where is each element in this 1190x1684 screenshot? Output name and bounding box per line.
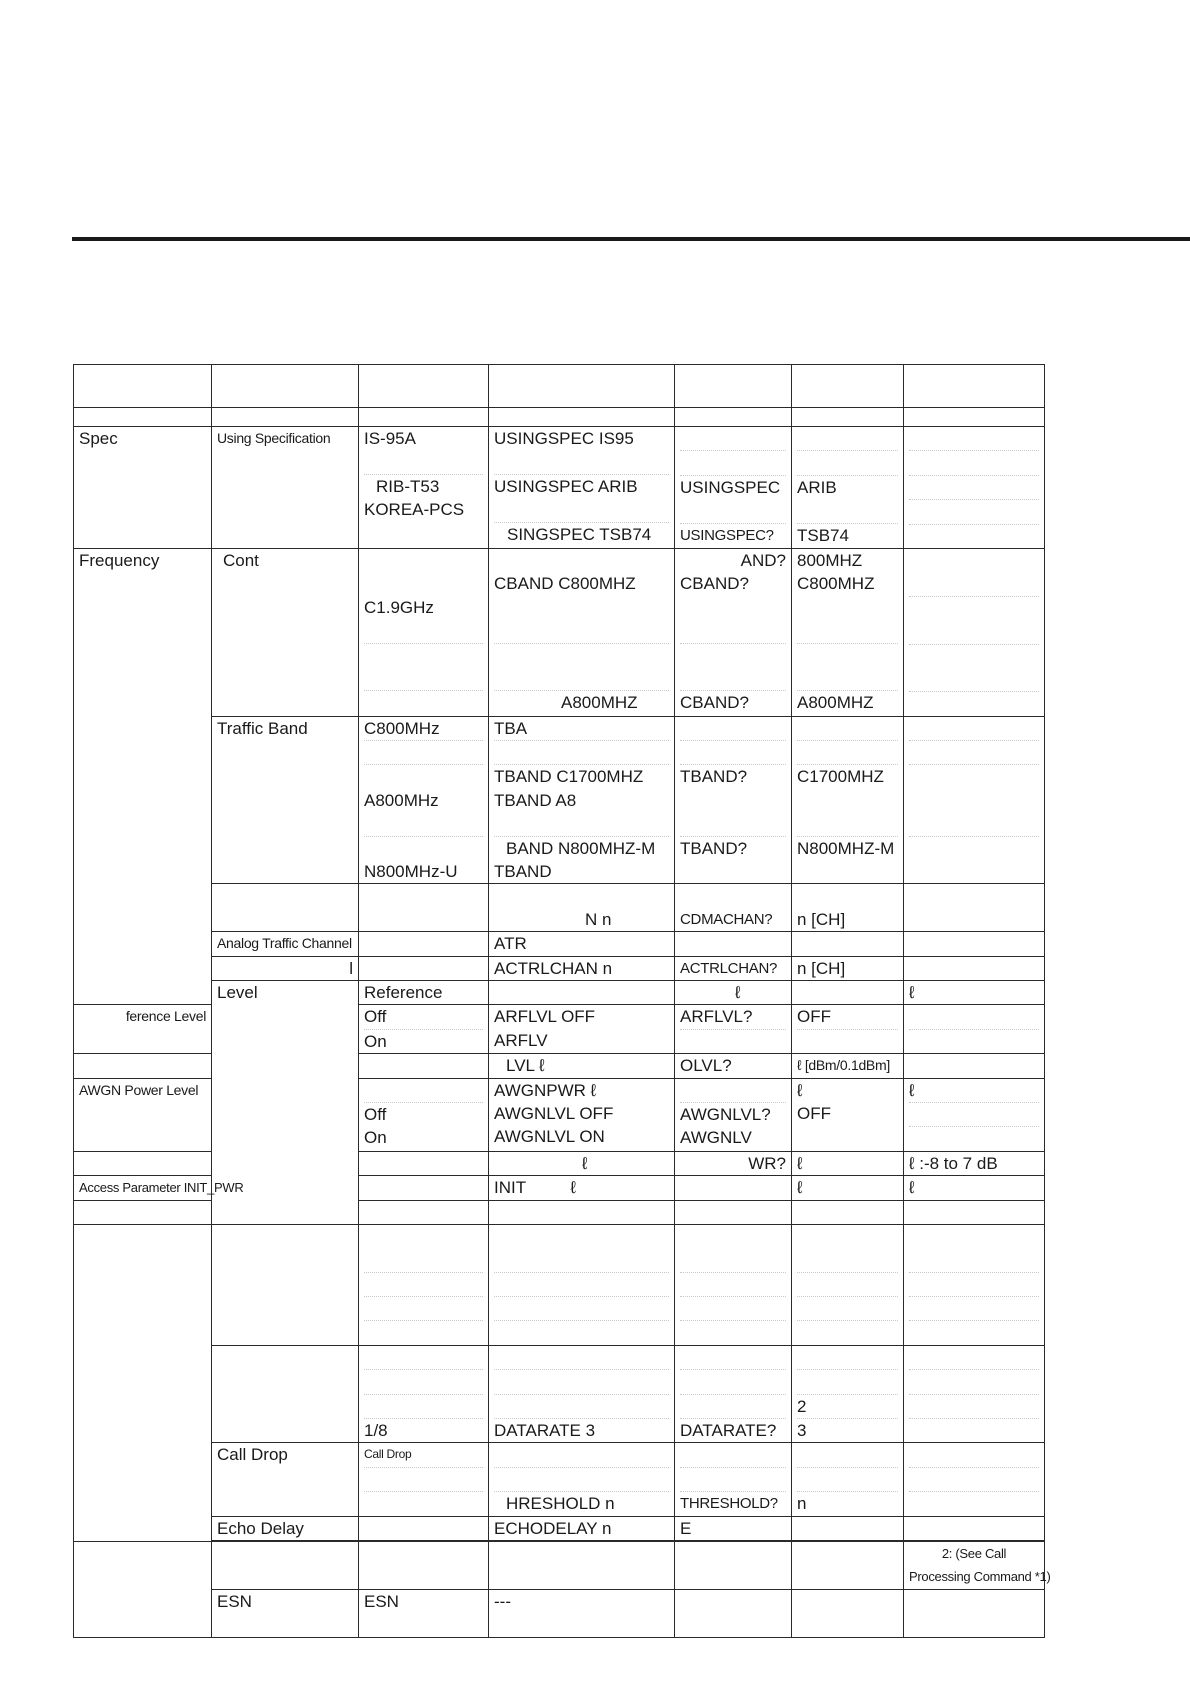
command-cell: ACTRLCHAN n <box>494 958 613 978</box>
response-cell: TSB74 <box>797 525 849 545</box>
query-cell: AWGNLV <box>680 1128 752 1148</box>
query-cell: CBAND? <box>680 574 749 594</box>
query-cell: WR? <box>748 1153 786 1173</box>
value-cell: Call Drop <box>364 1443 483 1467</box>
table-row <box>74 1516 1045 1540</box>
response-cell: ℓ <box>797 1080 803 1100</box>
item-cell: Access Parameter INIT_PWR <box>79 1180 244 1196</box>
query-cell: OLVL? <box>680 1056 732 1076</box>
value-cell: KOREA-PCS <box>364 500 465 520</box>
value-cell: On <box>364 1031 387 1051</box>
item-cell: Using Specification <box>217 430 331 446</box>
table-row <box>74 980 1045 1004</box>
command-cell: USINGSPEC IS95 <box>494 429 634 448</box>
response-cell: ℓ <box>797 1153 803 1173</box>
command-cell: AWGNLVL OFF <box>494 1103 614 1123</box>
item-cell: Echo Delay <box>217 1518 304 1538</box>
table-row <box>74 548 1045 716</box>
response-cell: C1700MHZ <box>797 767 884 787</box>
command-cell: ARFLVL OFF <box>494 1007 596 1027</box>
note-cell: ℓ :-8 to 7 dB <box>909 1153 998 1173</box>
command-cell: TBAND C1700MHZ <box>494 767 644 787</box>
response-cell <box>797 427 898 451</box>
table-subheader-row <box>74 408 1045 427</box>
table-row <box>74 1541 1045 1589</box>
query-cell: USINGSPEC <box>680 477 781 497</box>
table-row <box>74 932 1045 956</box>
item-cell: ference Level <box>125 1008 206 1025</box>
table-row <box>74 1224 1045 1345</box>
command-cell: INIT ℓ <box>494 1178 577 1198</box>
query-cell: AWGNLVL? <box>680 1104 771 1124</box>
query-cell: DATARATE? <box>680 1421 777 1441</box>
item-cell: AWGN Power Level <box>79 1081 199 1098</box>
command-cell: BAND N800MHZ-M <box>506 838 656 858</box>
item-cell: ESN <box>217 1591 252 1611</box>
response-cell: n [CH] <box>797 958 846 978</box>
response-cell: 800MHZ <box>797 550 863 570</box>
command-cell: USINGSPEC ARIB <box>494 476 638 496</box>
table-row <box>74 884 1045 932</box>
query-cell: CBAND? <box>680 693 749 713</box>
table-header-row <box>74 365 1045 408</box>
table-row <box>74 1443 1045 1516</box>
command-cell: ATR <box>494 934 527 954</box>
response-cell: OFF <box>797 1103 831 1123</box>
value-cell: N800MHz-U <box>364 862 458 882</box>
command-cell: ℓ <box>582 1153 588 1173</box>
response-cell: A800MHZ <box>797 693 874 713</box>
query-cell <box>680 499 786 523</box>
response-cell: n [CH] <box>797 909 846 929</box>
value-cell <box>364 522 483 545</box>
value-cell: IS-95A <box>364 429 416 448</box>
value-cell: ESN <box>364 1591 399 1611</box>
response-cell: ℓ [dBm/0.1dBm] <box>797 1057 890 1074</box>
response-cell: N800MHZ-M <box>797 838 895 858</box>
command-cell: LVL ℓ <box>506 1056 545 1076</box>
table-row <box>74 427 1045 549</box>
value-cell: C800MHz <box>364 717 483 741</box>
response-cell: C800MHZ <box>797 574 875 594</box>
item-cell: l <box>349 958 353 978</box>
note-cell: Processing Command *1) <box>909 1569 1051 1585</box>
command-cell: TBAND A8 <box>494 790 577 810</box>
command-cell <box>494 450 669 474</box>
command-cell: HRESHOLD n <box>506 1494 615 1514</box>
query-cell: TBAND? <box>680 838 748 858</box>
response-cell: ARIB <box>797 477 837 497</box>
value-cell: C1.9GHz <box>364 597 434 617</box>
command-cell <box>494 498 669 522</box>
query-cell: THRESHOLD? <box>680 1495 778 1513</box>
note-cell: 2: (See Call <box>941 1545 1007 1561</box>
remote-command-table <box>73 364 1051 1638</box>
table-row <box>74 1589 1045 1637</box>
item-cell: Reference <box>364 982 443 1002</box>
response-cell: 2 <box>797 1395 898 1419</box>
item-cell: Cont <box>223 550 259 570</box>
value-cell: Off <box>364 1005 483 1029</box>
command-cell: DATARATE 3 <box>494 1421 596 1441</box>
category-cell: Spec <box>79 429 118 448</box>
response-cell: OFF <box>797 1005 898 1029</box>
query-cell <box>680 451 786 475</box>
query-cell <box>680 427 786 451</box>
value-cell: RIB-T53 <box>376 476 440 496</box>
query-cell: ARFLVL? <box>680 1005 786 1029</box>
command-cell: --- <box>494 1591 511 1611</box>
note-cell: ℓ <box>909 1178 915 1198</box>
table-row <box>74 716 1045 884</box>
response-cell: ℓ <box>909 982 915 1002</box>
value-cell: A800MHz <box>364 790 439 810</box>
item-cell: Traffic Band <box>217 718 308 738</box>
command-cell: ARFLV <box>494 1030 548 1050</box>
command-cell: TBAND <box>494 862 552 882</box>
item-cell: Analog Traffic Channel <box>217 935 352 952</box>
response-cell: n <box>797 1494 807 1514</box>
response-cell <box>797 499 898 523</box>
table-row <box>74 1345 1045 1443</box>
value-cell: 1/8 <box>364 1421 388 1441</box>
table-row <box>74 956 1045 980</box>
value-cell: Off <box>364 1104 387 1124</box>
command-cell: ℓ <box>735 982 741 1002</box>
query-cell: ACTRLCHAN? <box>680 959 778 977</box>
command-cell: AWGNLVL ON <box>494 1127 605 1147</box>
command-cell: ECHODELAY n <box>494 1518 612 1538</box>
response-cell: 3 <box>797 1421 807 1441</box>
query-cell: TBAND? <box>680 767 748 787</box>
response-cell <box>797 451 898 475</box>
note-cell: ℓ <box>909 1079 1039 1103</box>
command-cell: TBA <box>494 717 669 741</box>
query-cell: E <box>680 1518 692 1538</box>
value-cell <box>364 450 483 474</box>
command-cell: SINGSPEC TSB74 <box>507 524 652 544</box>
command-cell: N n <box>585 909 612 929</box>
category-cell: Frequency <box>79 550 160 570</box>
value-cell: On <box>364 1128 387 1148</box>
query-cell: CDMACHAN? <box>680 910 773 928</box>
item-cell: Call Drop <box>217 1445 288 1465</box>
query-cell: AND? <box>740 550 786 570</box>
header-rule <box>72 237 1190 241</box>
command-cell: A800MHZ <box>561 693 638 713</box>
response-cell: ℓ <box>797 1178 803 1198</box>
command-cell: AWGNPWR ℓ <box>494 1080 597 1100</box>
command-cell: CBAND C800MHZ <box>494 574 636 594</box>
category-cell: Level <box>217 982 258 1002</box>
query-cell: USINGSPEC? <box>680 526 774 544</box>
